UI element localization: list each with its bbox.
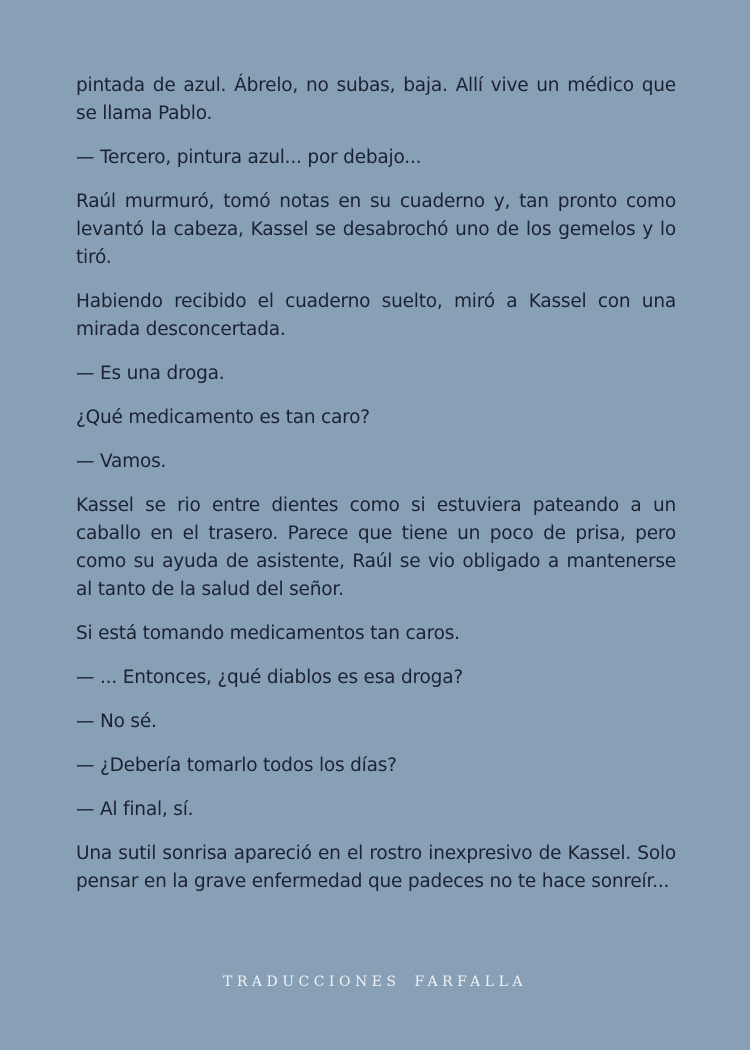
paragraph: Raúl murmuró, tomó notas en su cuaderno y, tan pronto como levantó la cabeza, Kassel se desabrochó uno de los gemelos y lo tiró. xyxy=(76,191,676,268)
footer-word-translations: TRADUCCIONES xyxy=(223,974,401,990)
dialogue-line: — Es una droga. xyxy=(76,363,225,384)
paragraph: Si está tomando medicamentos tan caros. xyxy=(76,623,460,644)
page-body xyxy=(76,72,676,912)
dialogue-line: — Vamos. xyxy=(76,451,167,472)
dialogue-line: — Tercero, pintura azul... por debajo... xyxy=(76,147,422,168)
dialogue-line: — ¿Debería tomarlo todos los días? xyxy=(76,755,397,776)
footer-word-farfalla: FARFALLA xyxy=(414,974,527,990)
paragraph: Una sutil sonrisa apareció en el rostro inexpresivo de Kassel. Solo pensar en la grave enfermedad que padeces no te hace sonreír... xyxy=(76,843,676,892)
dialogue-line: — No sé. xyxy=(76,711,157,732)
dialogue-line: — Al final, sí. xyxy=(76,799,194,820)
paragraph: Kassel se rio entre dientes como si estuviera pateando a un caballo en el trasero. Parece que tiene un poco de prisa, pero como su ayuda de asistente, Raúl se vio obligado a mantenerse al tanto de la salud del señor. xyxy=(76,495,676,600)
paragraph: pintada de azul. Ábrelo, no subas, baja. Allí vive un médico que se llama Pablo. xyxy=(76,75,676,124)
paragraph: ¿Qué medicamento es tan caro? xyxy=(76,407,370,428)
paragraph: Habiendo recibido el cuaderno suelto, miró a Kassel con una mirada desconcertada. xyxy=(76,291,676,340)
dialogue-line: — ... Entonces, ¿qué diablos es esa droga? xyxy=(76,667,463,688)
footer-credit xyxy=(0,974,750,990)
